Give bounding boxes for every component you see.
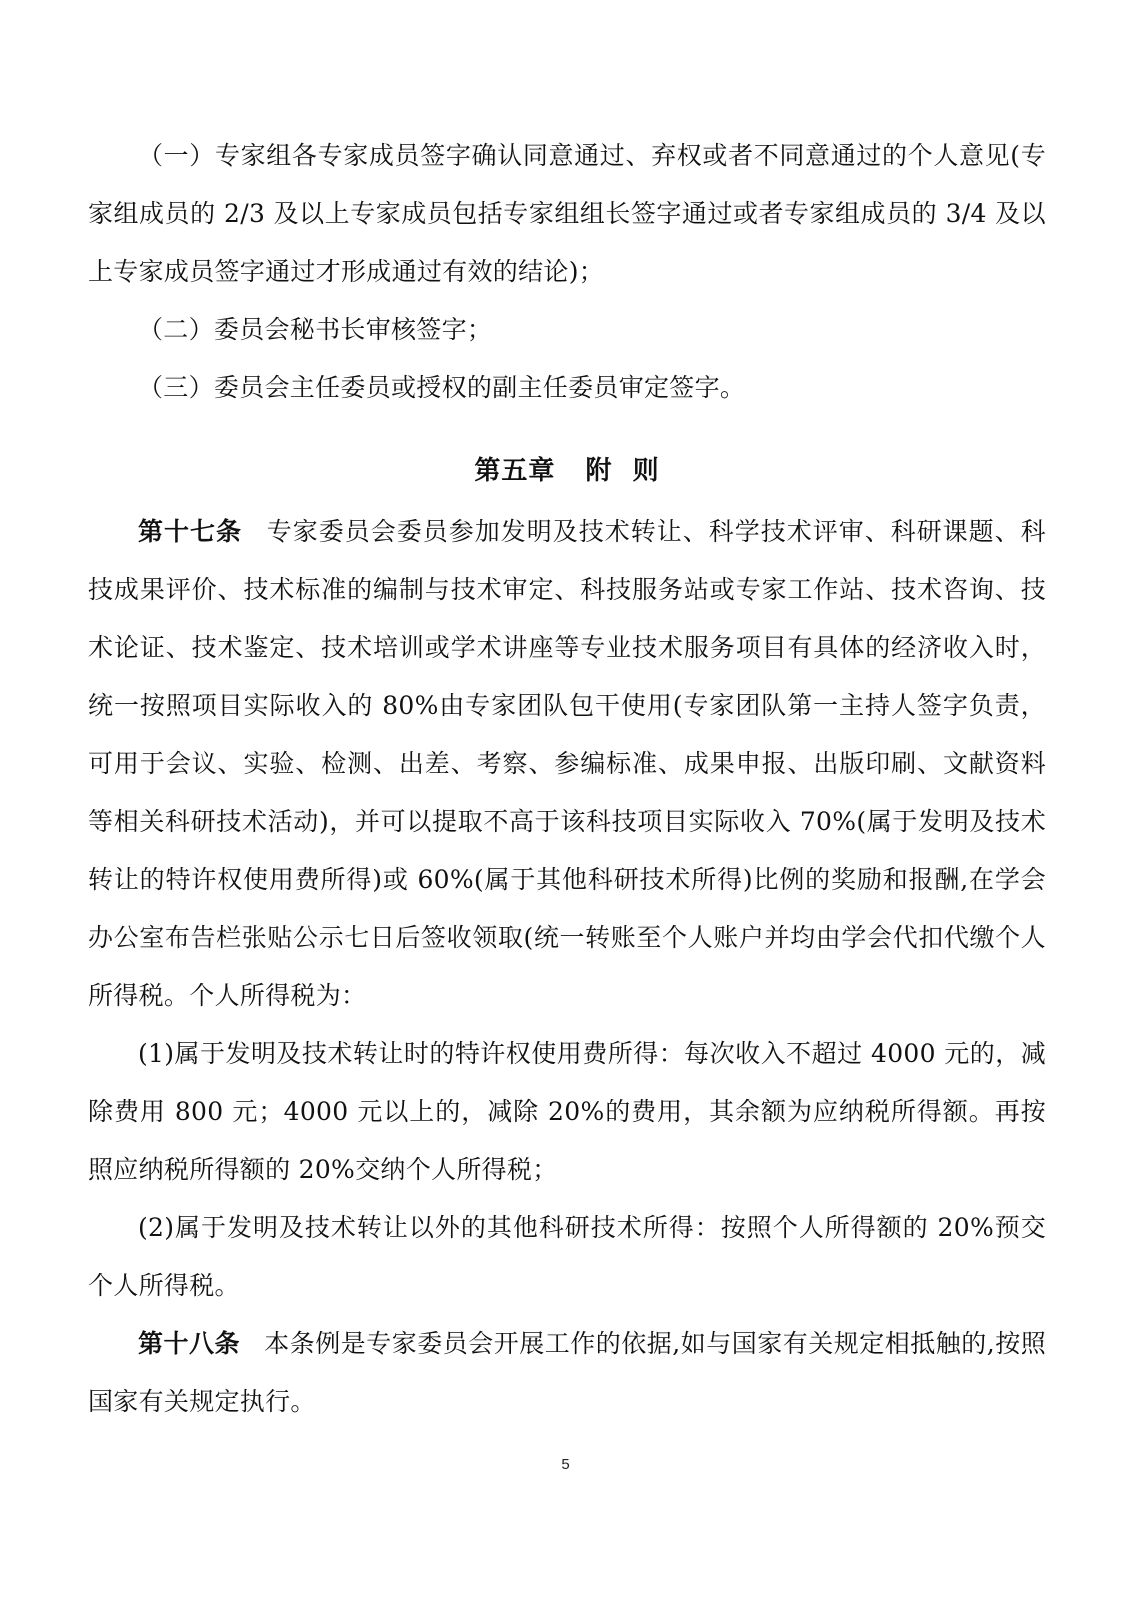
article-17-paragraph xyxy=(88,503,1046,1025)
document-body xyxy=(88,127,1046,1431)
article-18-text: 本条例是专家委员会开展工作的依据,如与国家有关规定相抵触的,按照国家有关规定执行。 xyxy=(88,1329,1046,1416)
clause-two-paragraph: （二）委员会秘书长审核签字； xyxy=(138,315,493,344)
article-18-paragraph xyxy=(88,1315,1046,1431)
tax-item-2-paragraph: (2)属于发明及技术转让以外的其他科研技术所得：按照个人所得额的 20%预交个人所得税。 xyxy=(88,1213,1046,1300)
page-number: 5 xyxy=(561,1456,570,1473)
article-18-label: 第十八条 xyxy=(138,1329,241,1358)
clause-three-paragraph: （三）委员会主任委员或授权的副主任委员审定签字。 xyxy=(138,373,746,402)
article-17-label: 第十七条 xyxy=(138,517,242,546)
chapter-title: 第五章 附 则 xyxy=(474,456,660,486)
tax-item-1-paragraph: (1)属于发明及技术转让时的特许权使用费所得：每次收入不超过 4000 元的，减除费用 800 元；4000 元以上的，减除 20%的费用，其余额为应纳税所得额。再按照应纳税所得额的 20%交纳个人所得税； xyxy=(88,1039,1046,1184)
clause-one-paragraph: （一）专家组各专家成员签字确认同意通过、弃权或者不同意通过的个人意见(专家组成员的 2/3 及以上专家成员包括专家组组长签字通过或者专家组成员的 3/4 及以上专家成员签字通过才形成通过有效的结论)； xyxy=(88,141,1046,286)
article-17-text: 专家委员会委员参加发明及技术转让、科学技术评审、科研课题、科技成果评价、技术标准的编制与技术审定、科技服务站或专家工作站、技术咨询、技术论证、技术鉴定、技术培训或学术讲座等专业技术服务项目有具体的经济收入时，统一按照项目实际收入的 80%由专家团队包干使用(专家团队第一主持人签字负责，可用于会议、实验、检测、出差、考察、参编标准、成果申报、出版印刷、文献资料等相关科研技术活动)，并可以提取不高于该科技项目实际收入 70%(属于发明及技术转让的特许权使用费所得)或 60%(属于其他科研技术所得)比例的奖励和报酬,在学会办公室布告栏张贴公示七日后签收领取(统一转账至个人账户并均由学会代扣代缴个人所得税。个人所得税为： xyxy=(88,517,1046,1010)
